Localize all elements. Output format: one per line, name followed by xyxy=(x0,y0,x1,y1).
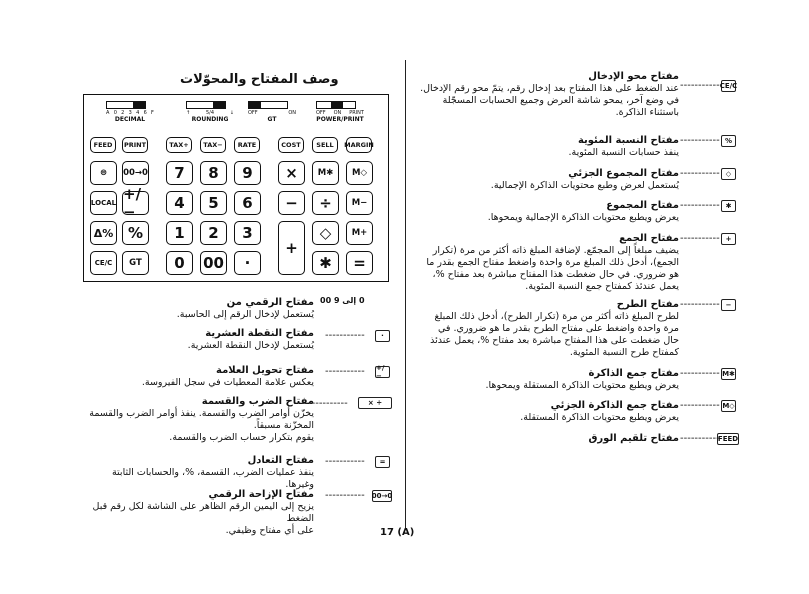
key-label-sign: +/− xyxy=(375,366,390,378)
entry-ce-c: مفتاح محو الإدخال عند الضغط على هذا المفتاح بعد إدخال رقم، يتمّ محو رقم الإدخال. في وضع آخر، يمحو شاشة العرض وجميع الحسابات المسجّلة باستثناء الذاكرة. xyxy=(420,71,679,118)
key-percent: % xyxy=(122,221,149,245)
key-label-total: ✱ xyxy=(721,200,736,212)
key-label-ce-c: CE/C xyxy=(719,82,738,90)
dash-leader: ----------- xyxy=(325,456,365,467)
key-minus: − xyxy=(278,191,305,215)
entry-decimal-point: مفتاح النقطة العشرية يُستعمل لإدخال النقطة العشرية. xyxy=(187,328,314,351)
column-divider xyxy=(405,60,406,530)
calculator-diagram xyxy=(83,94,389,282)
dash-leader: ----------- xyxy=(680,168,720,179)
key-3: 3 xyxy=(234,221,261,245)
dash-leader: ----------- xyxy=(680,135,720,146)
key-label-minus: − xyxy=(721,299,736,311)
key-tax-plus: TAX+ xyxy=(166,137,192,153)
key-rate: RATE xyxy=(234,137,260,153)
key-0: 0 xyxy=(166,251,193,275)
rounding-switch: ↑ 5/4 ↓ ROUNDING xyxy=(186,101,234,123)
key-margin: MARGIN xyxy=(346,137,372,153)
key-m-total: M✱ xyxy=(312,161,339,185)
page-title: وصف المفتاح والمحوّلات xyxy=(180,72,339,87)
entry-shift: مفتاح الإزاحة الرقمي يزيح إلى اليمين الرقم الظاهر على الشاشة لكل رقم قبل الضغط على أي مفتاح وظيفي. xyxy=(92,489,314,536)
key-label-subtotal: ◇ xyxy=(721,168,736,180)
key-subtotal: ◇ xyxy=(312,221,339,245)
dash-leader: ----------- xyxy=(680,200,720,211)
key-label-percent: % xyxy=(721,135,736,147)
dash-leader: ----------- xyxy=(680,80,720,91)
dash-leader: ----------- xyxy=(325,366,365,377)
key-label-m-subtotal: M◇ xyxy=(722,402,735,410)
entry-m-total: مفتاح جمع الذاكرة يعرض ويطبع محتويات الذاكرة المستقلة ويمحوها. xyxy=(485,368,679,391)
key-label-m-total: M✱ xyxy=(722,370,735,378)
power-switch: OFF ON PRINT POWER/PRINT xyxy=(316,101,364,123)
dash-leader: ----------- xyxy=(680,368,720,379)
dash-leader: ----------- xyxy=(325,490,365,501)
entry-plus: مفتاح الجمع يضيف مبلغاً إلى المجمّع. لإضافة المبلغ ذاته أكثر من مرة (تكرار الجمع)، أدخل ذلك المبلغ مرة واحدة واضغط مفتاح الجمع بقدر ما هو ضروري. في حال ضغطت هذا المفتاح مباشرة بعد مفتاح %، يعمل عندئذ كمفتاح جمع النسبة المئوية. xyxy=(426,233,679,292)
entry-subtotal: مفتاح المجموع الجزئي يُستعمل لعرض وطبع محتويات الذاكرة الإجمالية. xyxy=(490,168,679,191)
dash-leader: ----------- xyxy=(680,299,720,310)
entry-percent: مفتاح النسبة المئوية ينفذ حسابات النسبة المئوية. xyxy=(568,135,679,158)
key-ce-c: CE/C xyxy=(90,251,117,275)
key-1: 1 xyxy=(166,221,193,245)
key-sign: +/− xyxy=(122,191,149,215)
key-8: 8 xyxy=(200,161,227,185)
key-total: ✱ xyxy=(312,251,339,275)
key-4: 4 xyxy=(166,191,193,215)
key-label-decimal: · xyxy=(375,330,390,342)
entry-multiply-divide: مفتاح الضرب والقسمة يخزّن أوامر الضرب والقسمة. ينفذ أوامر الضرب والقسمة المخزّنة مسبقاً. يقوم بتكرار حساب الضرب والقسمة. xyxy=(89,396,314,443)
key-label-feed: FEED xyxy=(717,435,739,443)
key-plus: + xyxy=(278,221,305,275)
key-equals: = xyxy=(346,251,373,275)
dash-leader: ----------- xyxy=(680,400,720,411)
key-local: LOCAL xyxy=(90,191,117,215)
entry-digits: مفتاح الرقمي من يُستعمل لإدخال الرقم إلى الحاسبة. xyxy=(176,297,314,320)
entry-equals: مفتاح التعادل ينفذ عمليات الضرب، القسمة، %، والحسابات الثابتة وغيرها. xyxy=(111,455,314,490)
dash-leader: ----------- xyxy=(680,433,720,444)
key-label-plus: + xyxy=(721,233,736,245)
key-gt: GT xyxy=(122,251,149,275)
key-cost: COST xyxy=(278,137,304,153)
entry-m-subtotal: مفتاح جمع الذاكرة الجزئي يعرض ويطبع محتويات الذاكرة المستقلة. xyxy=(520,400,679,423)
key-shift: 00→0 xyxy=(122,161,149,185)
entry-sign: مفتاح تحويل العلامة يعكس علامة المعطيات في سجل الفيروسة. xyxy=(141,365,314,388)
decimal-switch: A 0 2 3 4 6 F DECIMAL xyxy=(106,101,154,123)
dash-leader: ----------- xyxy=(680,233,720,244)
key-delta-percent: Δ% xyxy=(90,221,117,245)
key-clear-icon: ⊜ xyxy=(90,161,117,185)
digit-keys-label: 0 إلى 9 00 xyxy=(320,296,365,305)
key-m-subtotal: M◇ xyxy=(346,161,373,185)
key-m-plus: M+ xyxy=(346,221,373,245)
key-m-minus: M− xyxy=(346,191,373,215)
key-label-equals: = xyxy=(375,456,390,468)
key-label-shift: 00→0 xyxy=(371,492,393,500)
key-2: 2 xyxy=(200,221,227,245)
key-00: 00 xyxy=(200,251,227,275)
key-multiply: × xyxy=(278,161,305,185)
key-sell: SELL xyxy=(312,137,338,153)
key-tax-minus: TAX− xyxy=(200,137,226,153)
entry-total: مفتاح المجموع يعرض ويطبع محتويات الذاكرة الإجمالية ويمحوها. xyxy=(487,200,679,223)
key-print: PRINT xyxy=(122,137,148,153)
key-label-multiply-divide: × ÷ xyxy=(358,397,392,409)
key-feed: FEED xyxy=(90,137,116,153)
entry-feed: مفتاح تلقيم الورق xyxy=(588,433,679,444)
entry-minus: مفتاح الطرح لطرح المبلغ ذاته أكثر من مرة (تكرار الطرح)، أدخل ذلك المبلغ مرة واحدة واضغط على مفتاح الطرح بقدر ما هو ضروري. في حال ضغطت على هذا المفتاح مباشرة بعد مفتاح %، يعمل عندئذ كمفتاح طرح النسبة المئوية. xyxy=(430,299,679,358)
key-6: 6 xyxy=(234,191,261,215)
key-divide: ÷ xyxy=(312,191,339,215)
key-7: 7 xyxy=(166,161,193,185)
dash-leader: ----------- xyxy=(308,398,348,409)
dash-leader: ----------- xyxy=(325,330,365,341)
key-9: 9 xyxy=(234,161,261,185)
page-number: 17 (A) xyxy=(380,527,415,538)
key-5: 5 xyxy=(200,191,227,215)
key-decimal-point: · xyxy=(234,251,261,275)
gt-switch: OFF ON GT xyxy=(248,101,296,123)
